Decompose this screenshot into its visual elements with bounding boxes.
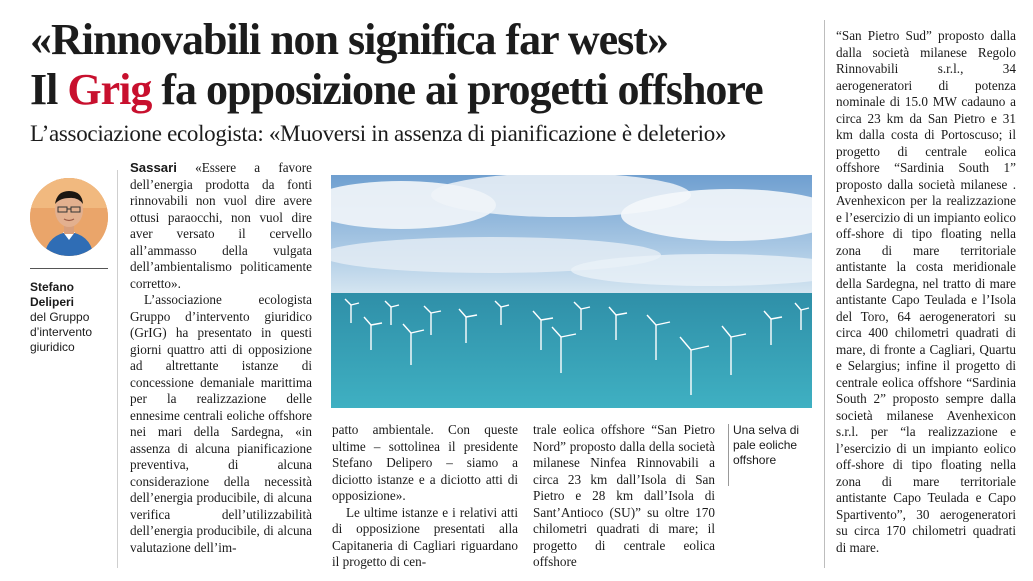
headline-line-1: «Rinnovabili non significa far west» xyxy=(30,15,668,64)
headline-accent-grig: Grig xyxy=(67,65,152,114)
author-name xyxy=(30,280,112,310)
author-rule xyxy=(30,268,108,269)
article-column-4 xyxy=(836,28,1016,556)
headline-line-2 xyxy=(30,66,763,114)
paragraph-lead xyxy=(130,160,312,292)
paragraph: Le ultime istanze e i relativi atti di opposizione presentati alla Capitaneria di Cagliari riguardano il progetto di cen- xyxy=(332,504,518,569)
article-column-1 xyxy=(130,160,312,556)
paragraph: “San Pietro Sud” proposto dalla dalla società milanese Regolo Rinnovabili s.r.l., 34 aerogeneratori di potenza nominale di 15.0 MW cadauno a circa 23 km da San Pietro e 31 km dalla costa di Portoscuso; il progetto di centrale eolica offshore “Sardinia South 1” proposto dalla società milanese . Avenhexicon per la realizzazione e l’esercizio di un impianto eolico off-shore di tipo floating nella zona di mare territoriale antistante la costa meridionale della Sardegna, nel tratto di mare antistante Capo Teulada e l’Isola del Toro, 64 aerogeneratori su circa 400 chilometri quadrati di mare, di fronte a Cagliari, Quartu e Selargius; infine il progetto di centrale eolica offshore “Sardinia South 2” proposto sempre dalla società milanese Avenhexicon s.r.l. per “la realizzazione e l’esercizio di un impianto eolico off-shore di tipo floating nella zona di mare territoriale antistante Capo Teulada e Capo Spartivento”, 30 aerogeneratori su circa 170 chilometri quadrati di mare. xyxy=(836,28,1016,555)
author-block xyxy=(30,280,112,355)
author-role: del Gruppo d’intervento giuridico xyxy=(30,310,93,354)
lead-text: «Essere a favore dell’energia prodotta da fonti rinnovabili non vuol dire avere ottusi paraocchi, non vuol dire aver versato il cervello all’ammasso della vulgata dell’ambientalismo politicamente corretto». xyxy=(130,160,312,291)
column-divider-author xyxy=(117,170,118,568)
subheadline: L’associazione ecologista: «Muoversi in assenza di pianificazione è deleterio» xyxy=(30,121,727,146)
photo-caption: Una selva di pale eoliche offshore xyxy=(733,423,800,467)
column-divider-right xyxy=(824,20,825,568)
dateline: Sassari xyxy=(130,160,177,175)
headline-prefix: Il xyxy=(30,65,68,114)
paragraph: patto ambientale. Con queste ultime – sottolinea il presidente Stefano Delipero – siamo a diciotto istanze e a diciotto atti di opposizione». xyxy=(332,422,518,503)
caption-rule xyxy=(728,424,729,486)
author-avatar xyxy=(30,178,108,256)
author-first-name: Stefano xyxy=(30,280,75,294)
article-column-2 xyxy=(332,422,518,571)
author-last-name: Deliperi xyxy=(30,295,75,309)
paragraph: trale eolica offshore “San Pietro Nord” proposto dalla della società milanese Ninfea Rinnovabili a circa 23 km dall’Isola di San Pietro e 28 km dall’Isola di Sant’Antioco (SU)” su oltre 170 chilometri quadrati di mare; il progetto di centrale eolica offshore xyxy=(533,422,715,569)
article-photo xyxy=(331,175,812,408)
article-column-3 xyxy=(533,422,715,571)
paragraph: L’associazione ecologista Gruppo d’intervento giuridico (GrIG) ha presentato in questi giorni quattro atti di opposizione ad altrettante istanze di concessione demaniale marittima per la realizzazione delle ennesime centrali eoliche offshore nei mari della Sardegna, «in assenza di alcuna pianificazione preventiva, di alcuna considerazione della necessità dell’energia producibile, di alcuna verifica dell’utilizzabilità dell’energia producibile, di alcuna valutazione dell’im- xyxy=(130,292,312,555)
headline-suffix: fa opposizione ai progetti offshore xyxy=(151,65,763,114)
